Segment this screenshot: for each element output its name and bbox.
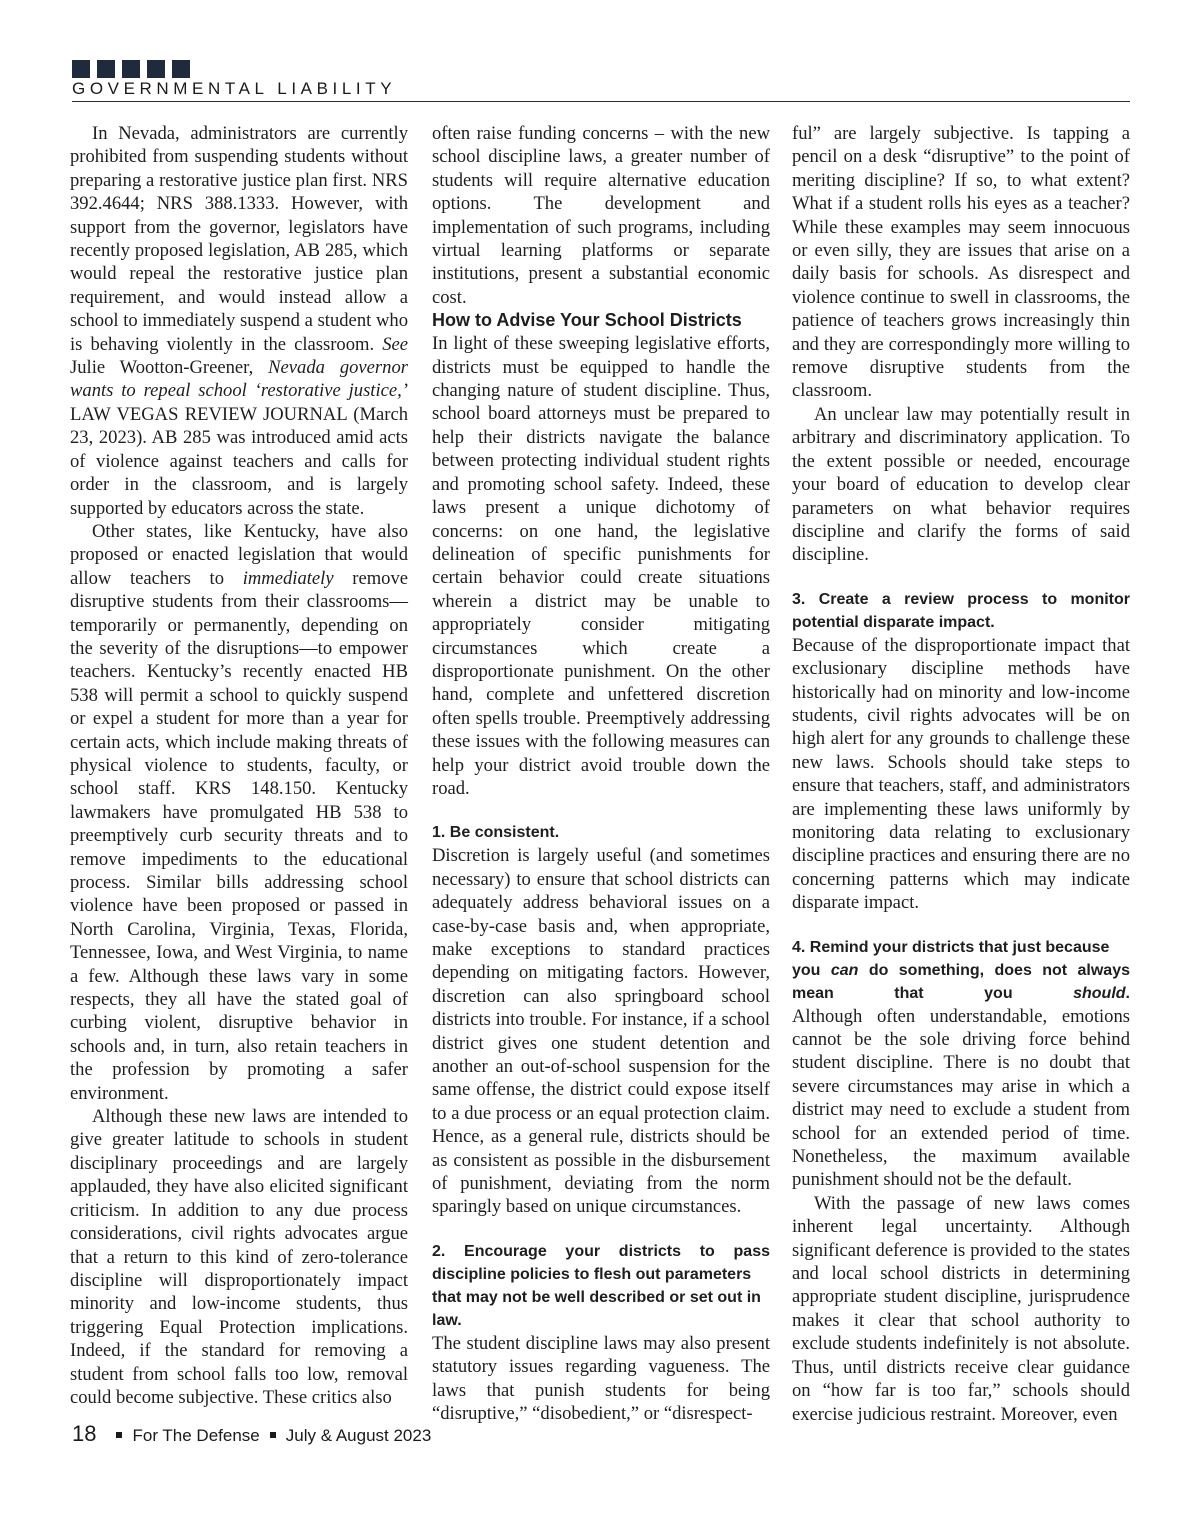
marker-square xyxy=(172,60,190,78)
marker-square xyxy=(122,60,140,78)
publication-name: For The Defense xyxy=(132,1426,260,1445)
paragraph: Although these new laws are intended to give greater latitude to schools in student disciplinary proceedings and are largely applauded, they have also elicited significant criticism. In addition to any due process considerations, civil rights advocates argue that a return to this kind of zero-tolerance discipline will disproportionately impact minority and low-income students, thus triggering Equal Protection implications. Indeed, if the standard for removing a student from school falls too low, removal could become subjective. These critics also xyxy=(70,1106,408,1408)
subheading-advise: How to Advise Your School Districts xyxy=(432,310,742,331)
marker-square xyxy=(72,60,90,78)
subheading-4: 4. Remind your districts that just because you can do something, does not always mean that you should. xyxy=(792,938,1130,1002)
paragraph: Other states, like Kentucky, have also proposed or enacted legislation that would allow teachers to immediately remove disruptive students from their classrooms—temporarily or permanently, depending on the severity of the disruptions—to empower teachers. Kentucky’s recently enacted HB 538 will permit a school to quickly suspend or expel a student for more than a year for certain acts, which include making threats of physical violence to students, faculty, or school staff. KRS 148.150. Kentucky lawmakers have promulgated HB 538 to preemptively curb security threats and to remove impediments to the educational process. Similar bills addressing school violence have been proposed or passed in North Carolina, Virginia, Texas, Florida, Tennessee, Iowa, and West Virginia, to name a few. Although these laws vary in some respects, they all have the stated goal of curbing violent, disruptive behavior in schools and, in turn, also retain teachers in the profession by promoting a safer environment. xyxy=(70,520,409,1104)
subheading-3: 3. Create a review process to monitor potential disparate impact. xyxy=(792,590,1130,631)
column-2 xyxy=(432,122,770,1426)
paragraph: Because of the disproportionate impact that exclusionary discipline methods have historically had on minority and low-income students, civil rights advocates will be on high alert for any grounds to challenge these new laws. Schools should take steps to ensure that teachers, staff, and administrators are implementing these laws uniformly by monitoring data relating to exclusionary discipline practices and ensuring there are no concerning patterns which may indicate disparate impact. xyxy=(792,634,1130,914)
column-3 xyxy=(792,122,1130,1426)
paragraph: often raise funding concerns – with the new school discipline laws, a greater number of students will require alternative education options. The development and implementation of such programs, including virtual learning platforms or separate institutions, present a substantial economic cost. xyxy=(432,123,770,308)
paragraph: Discretion is largely useful (and sometimes necessary) to ensure that school districts can adequately address behavioral issues on a case-by-case basis and, when appropriate, make exceptions to standard practices depending on mitigating factors. However, discretion can also springboard school districts into trouble. For instance, if a school district gives one student detention and another an out-of-school suspension for the same offense, the district could expose itself to a due process or an equal protection claim. Hence, as a general rule, districts should be as consistent as possible in the disbursement of punishment, deviating from the norm sparingly based on unique circumstances. xyxy=(432,845,770,1218)
paragraph: An unclear law may potentially result in arbitrary and discriminatory application. To the extent possible or needed, encourage your board of education to develop clear parameters on what behavior requires discipline and clarify the forms of said discipline. xyxy=(792,403,1130,566)
bullet-icon xyxy=(116,1432,122,1438)
page-number: 18 xyxy=(72,1421,97,1446)
marker-square xyxy=(97,60,115,78)
issue-date: July & August 2023 xyxy=(285,1426,432,1445)
paragraph: ful” are largely subjective. Is tapping a pencil on a desk “disruptive” to the point of meriting discipline? If so, to what extent? What if a student rolls his eyes as a teacher? While these examples may seem innocuous or even silly, they are issues that arise on a daily basis for schools. As disrespect and violence continue to swell in classrooms, the patience of teachers grows increasingly thin and they are correspondingly more willing to remove disruptive students from the classroom. xyxy=(792,123,1130,402)
header-rule xyxy=(72,101,1130,102)
paragraph: In Nevada, administrators are currently prohibited from suspending students without preparing a restorative justice plan first. NRS 392.4644; NRS 388.1333. However, with support from the governor, legislators have recently proposed legislation, AB 285, which would repeal the restorative justice plan requirement, and would instead allow a school to immediately suspend a student who is behaving violently in the classroom. See Julie Wootton-Greener, Nevada governor wants to repeal school ‘restorative justice,’ LAW VEGAS REVIEW JOURNAL (March 23, 2023). AB 285 was introduced amid acts of violence against teachers and calls for order in the classroom, and is largely supported by educators across the state. xyxy=(70,123,408,519)
column-1 xyxy=(70,122,408,1409)
subheading-2: 2. Encourage your districts to pass discipline policies to flesh out parameters that may not be well described or set out in law. xyxy=(432,1242,770,1329)
subheading-1: 1. Be consistent. xyxy=(432,824,560,842)
paragraph: In light of these sweeping legislative efforts, districts must be equipped to handle the changing nature of student discipline. Thus, school board attorneys must be prepared to help their districts navigate the balance between protecting individual student rights and promoting school safety. Indeed, these laws present a unique dichotomy of concerns: on one hand, the legislative delineation of specific punishments for certain behavior could create situations wherein a district may be unable to appropriately consider mitigating circumstances which create a disproportionate punishment. On the other hand, complete and unfettered discretion often spells trouble. Preemptively addressing these issues with the following measures can help your district avoid trouble down the road. xyxy=(432,333,770,799)
marker-square xyxy=(147,60,165,78)
paragraph: With the passage of new laws comes inherent legal uncertainty. Although significant deference is provided to the states and local school districts in determining appropriate student discipline, jurisprudence makes it clear that school authority to exclude students indefinitely is not absolute. Thus, until districts receive clear guidance on “how far is too far,” schools should exercise judicious restraint. Moreover, even xyxy=(792,1192,1130,1425)
page-footer xyxy=(72,1421,431,1447)
section-title: GOVERNMENTAL LIABILITY xyxy=(72,79,397,98)
bullet-icon xyxy=(270,1432,276,1438)
section-marker-squares xyxy=(72,60,190,78)
paragraph: The student discipline laws may also present statutory issues regarding vagueness. The laws that punish students for being “disruptive,” “disobedient,” or “disrespect- xyxy=(432,1332,770,1425)
paragraph: Although often understandable, emotions cannot be the sole driving force behind student discipline. There is no doubt that severe circumstances may arise in which a district may need to exclude a student from school for an extended period of time. Nonetheless, the maximum available punishment should not be the default. xyxy=(792,1005,1130,1191)
